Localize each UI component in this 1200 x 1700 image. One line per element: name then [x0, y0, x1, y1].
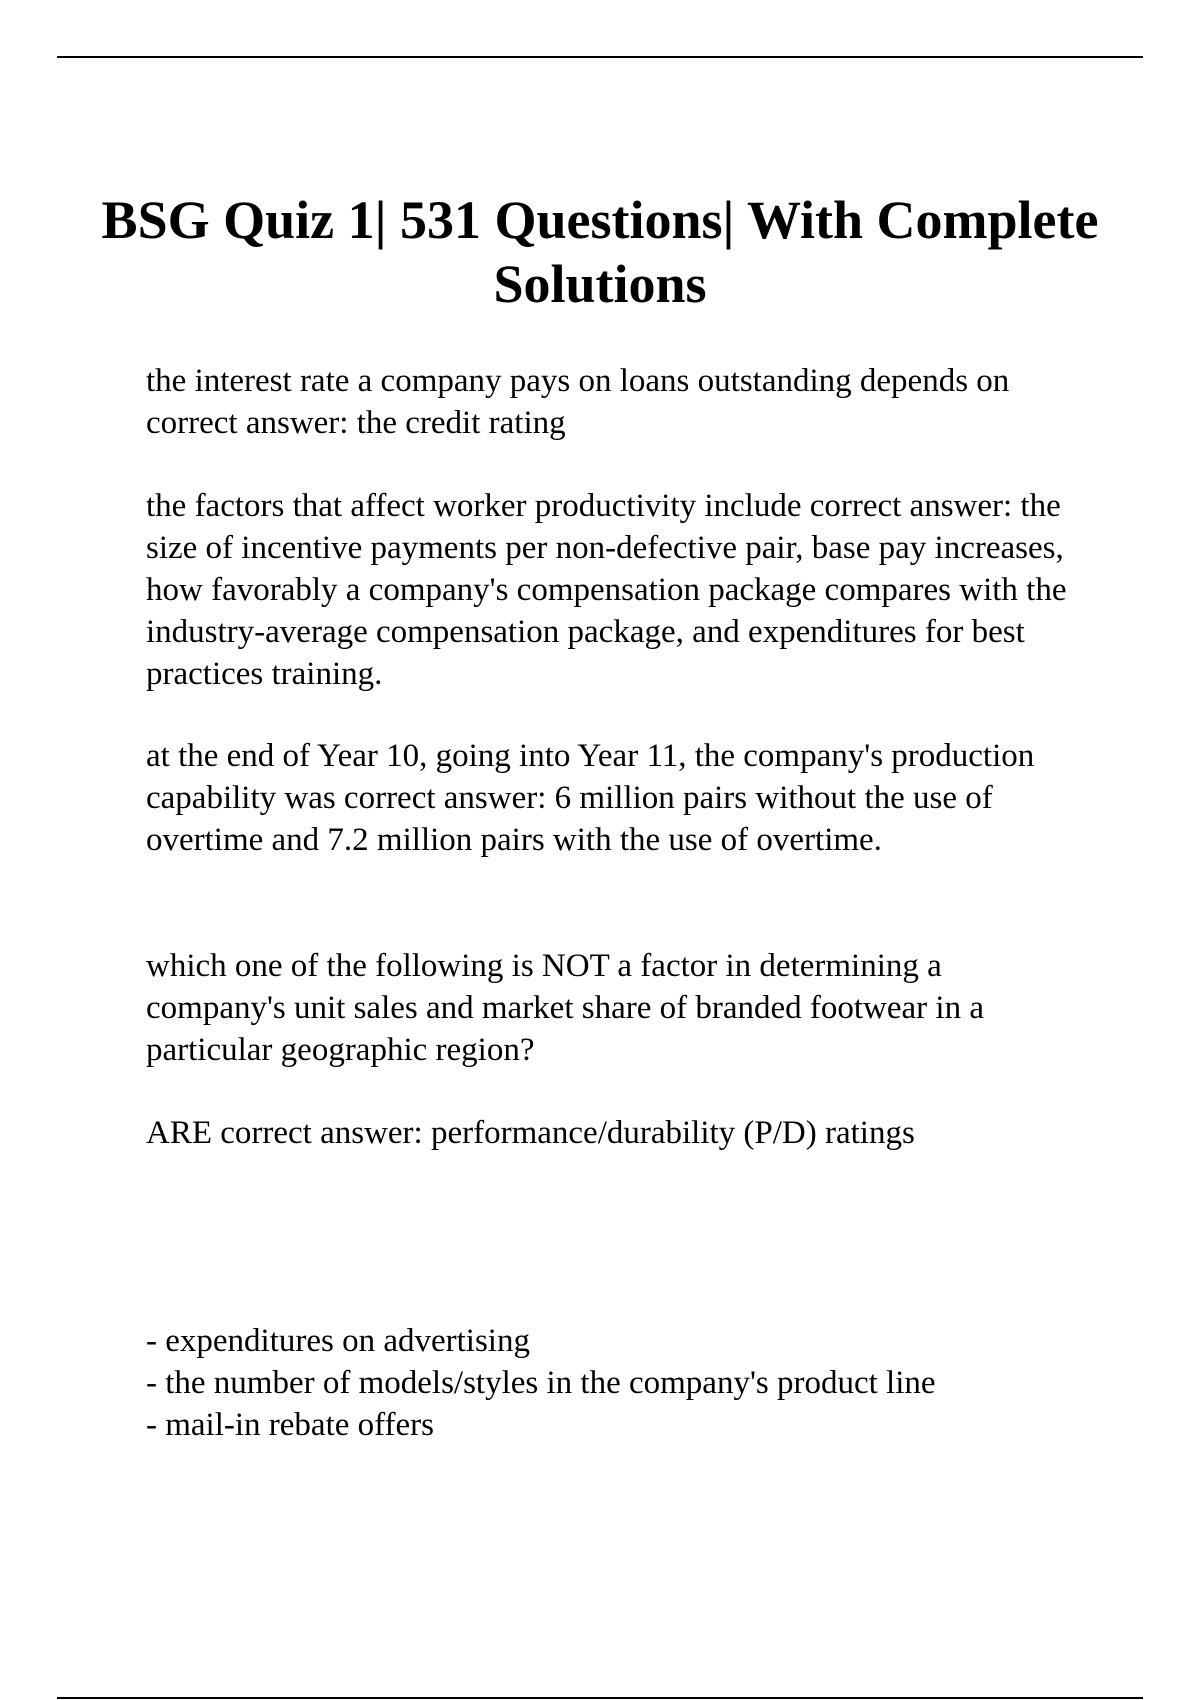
top-divider — [57, 56, 1143, 58]
list-item: - mail-in rebate offers — [146, 1407, 435, 1443]
question-paragraph-3: at the end of Year 10, going into Year 11, the company's production capability was correct answer: 6 million pairs without the use of overtime and 7.2 million pairs with the use of overtime. — [146, 738, 1035, 858]
question-paragraph-2: the factors that affect worker productivity include correct answer: the size of incentive payments per non-defective pair, base pay increases, how favorably a company's compensation package compares with the industry-average compensation package, and expenditures for best practices training. — [146, 488, 1067, 692]
document-title: BSG Quiz 1| 531 Questions| With Complete Solutions — [101, 190, 1099, 314]
list-item: - expenditures on advertising — [146, 1323, 530, 1359]
factor-list — [146, 1320, 1086, 1446]
bottom-divider — [57, 1697, 1143, 1699]
list-item: - the number of models/styles in the company's product line — [146, 1365, 936, 1401]
question-paragraph-4: which one of the following is NOT a factor in determining a company's unit sales and market share of branded footwear in a particular geographic region? — [146, 948, 984, 1068]
answer-paragraph: ARE correct answer: performance/durability (P/D) ratings — [146, 1115, 915, 1151]
question-paragraph-1: the interest rate a company pays on loans outstanding depends on correct answer: the credit rating — [146, 363, 1010, 441]
